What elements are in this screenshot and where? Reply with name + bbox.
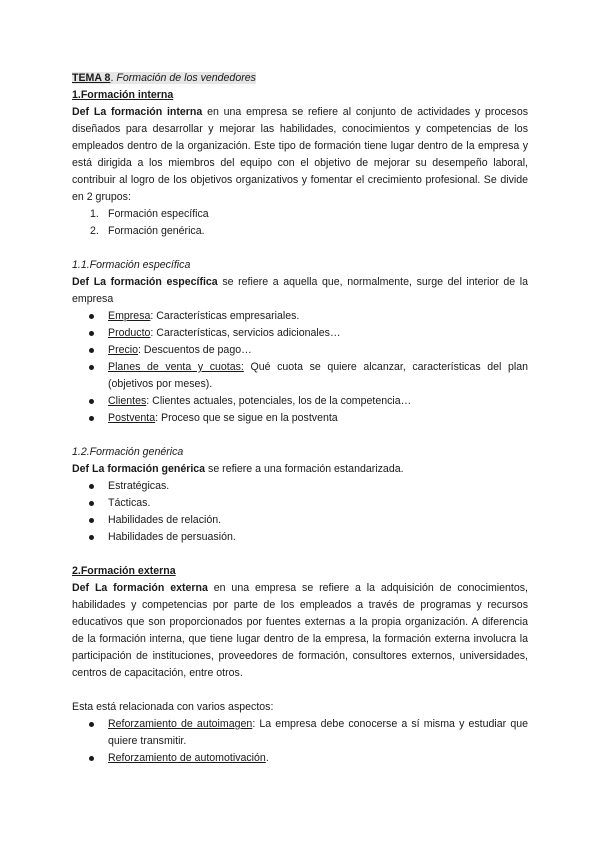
bullet-icon xyxy=(89,756,94,761)
list-item: Reforzamiento de autoimagen: La empresa debe conocerse a sí misma y estudiar que quiere transmitir. xyxy=(72,716,528,750)
definition-formacion-generica xyxy=(72,461,528,478)
list-item: Estratégicas. xyxy=(72,478,528,495)
def-term: La formación específica xyxy=(93,276,218,288)
def-label: Def xyxy=(72,582,90,594)
list-item: Postventa: Proceso que se sigue en la postventa xyxy=(72,410,528,427)
def-term: La formación externa xyxy=(94,582,208,594)
generica-list xyxy=(72,478,528,546)
aspects-list xyxy=(72,716,528,767)
list-item: 2. Formación genérica. xyxy=(90,225,205,237)
def-term: La formación interna xyxy=(93,106,203,118)
bullet-icon xyxy=(89,348,94,353)
page-title xyxy=(72,70,528,87)
def-text: en una empresa se refiere a la adquisición de conocimientos, habilidades y competencias por parte de los empleados a través de programas y recursos educativos que son proporcionados por fuentes externas a la propia organización. A diferencia de la formación interna, que tiene lugar dentro de la empresa, la formación externa involucra la participación de instituciones, proveedores de formación, consultores externos, universidades, centros de capacitación, entre otros. xyxy=(72,582,528,679)
subsection-heading-especifica: 1.1.Formación específica xyxy=(72,259,191,271)
tema-title: Formación de los vendedores xyxy=(116,72,256,84)
groups-list xyxy=(72,206,528,240)
tema-label: TEMA 8 xyxy=(72,72,111,84)
list-item: Producto: Características, servicios adicionales… xyxy=(72,325,528,342)
def-label: Def xyxy=(72,463,90,475)
list-item: Precio: Descuentos de pago… xyxy=(72,342,528,359)
list-item: Reforzamiento de automotivación. xyxy=(72,750,528,767)
list-item: Planes de venta y cuotas: Qué cuota se quiere alcanzar, características del plan (objetivos por meses). xyxy=(72,359,528,393)
bullet-icon xyxy=(89,501,94,506)
section-heading-formacion-externa: 2.Formación externa xyxy=(72,565,176,577)
definition-formacion-interna xyxy=(72,104,528,206)
list-item: Habilidades de relación. xyxy=(72,512,528,529)
list-item: Clientes: Clientes actuales, potenciales, los de la competencia… xyxy=(72,393,528,410)
bullet-icon xyxy=(89,399,94,404)
bullet-icon xyxy=(89,416,94,421)
bullet-icon xyxy=(89,535,94,540)
bullet-icon xyxy=(89,365,94,370)
subsection-heading-generica: 1.2.Formación genérica xyxy=(72,446,184,458)
def-text: se refiere a una formación estandarizada. xyxy=(208,463,404,475)
list-item: Empresa: Características empresariales. xyxy=(72,308,528,325)
bullet-icon xyxy=(89,484,94,489)
section-heading-formacion-interna: 1.Formación interna xyxy=(72,89,174,101)
list-item: Habilidades de persuasión. xyxy=(72,529,528,546)
def-label: Def xyxy=(72,106,90,118)
especifica-list xyxy=(72,308,528,427)
bullet-icon xyxy=(89,518,94,523)
def-term: La formación genérica xyxy=(92,463,206,475)
document-content xyxy=(72,70,528,767)
tema-separator: . xyxy=(110,72,114,84)
list-item: Tácticas. xyxy=(72,495,528,512)
definition-formacion-externa xyxy=(72,580,528,682)
def-text: se refiere a aquella que, normalmente, surge del interior de la empresa xyxy=(72,276,529,305)
bullet-icon xyxy=(89,331,94,336)
definition-formacion-especifica xyxy=(72,274,528,308)
bullet-icon xyxy=(89,314,94,319)
list-item: 1. Formación específica xyxy=(90,208,209,220)
aspects-intro: Esta está relacionada con varios aspectos: xyxy=(72,701,274,713)
def-label: Def xyxy=(72,276,90,288)
def-text: en una empresa se refiere al conjunto de actividades y procesos diseñados para desarrollar y mejorar las habilidades, conocimientos y competencias de los empleados dentro de la organización. Este tipo de formación tiene lugar dentro de la empresa y está dirigida a los miembros del equipo con el objetivo de mejorar su desempeño laboral, contribuir al logro de los objetivos organizativos y fomentar el crecimiento profesional. Se divide en 2 grupos: xyxy=(72,106,529,203)
bullet-icon xyxy=(89,722,94,727)
